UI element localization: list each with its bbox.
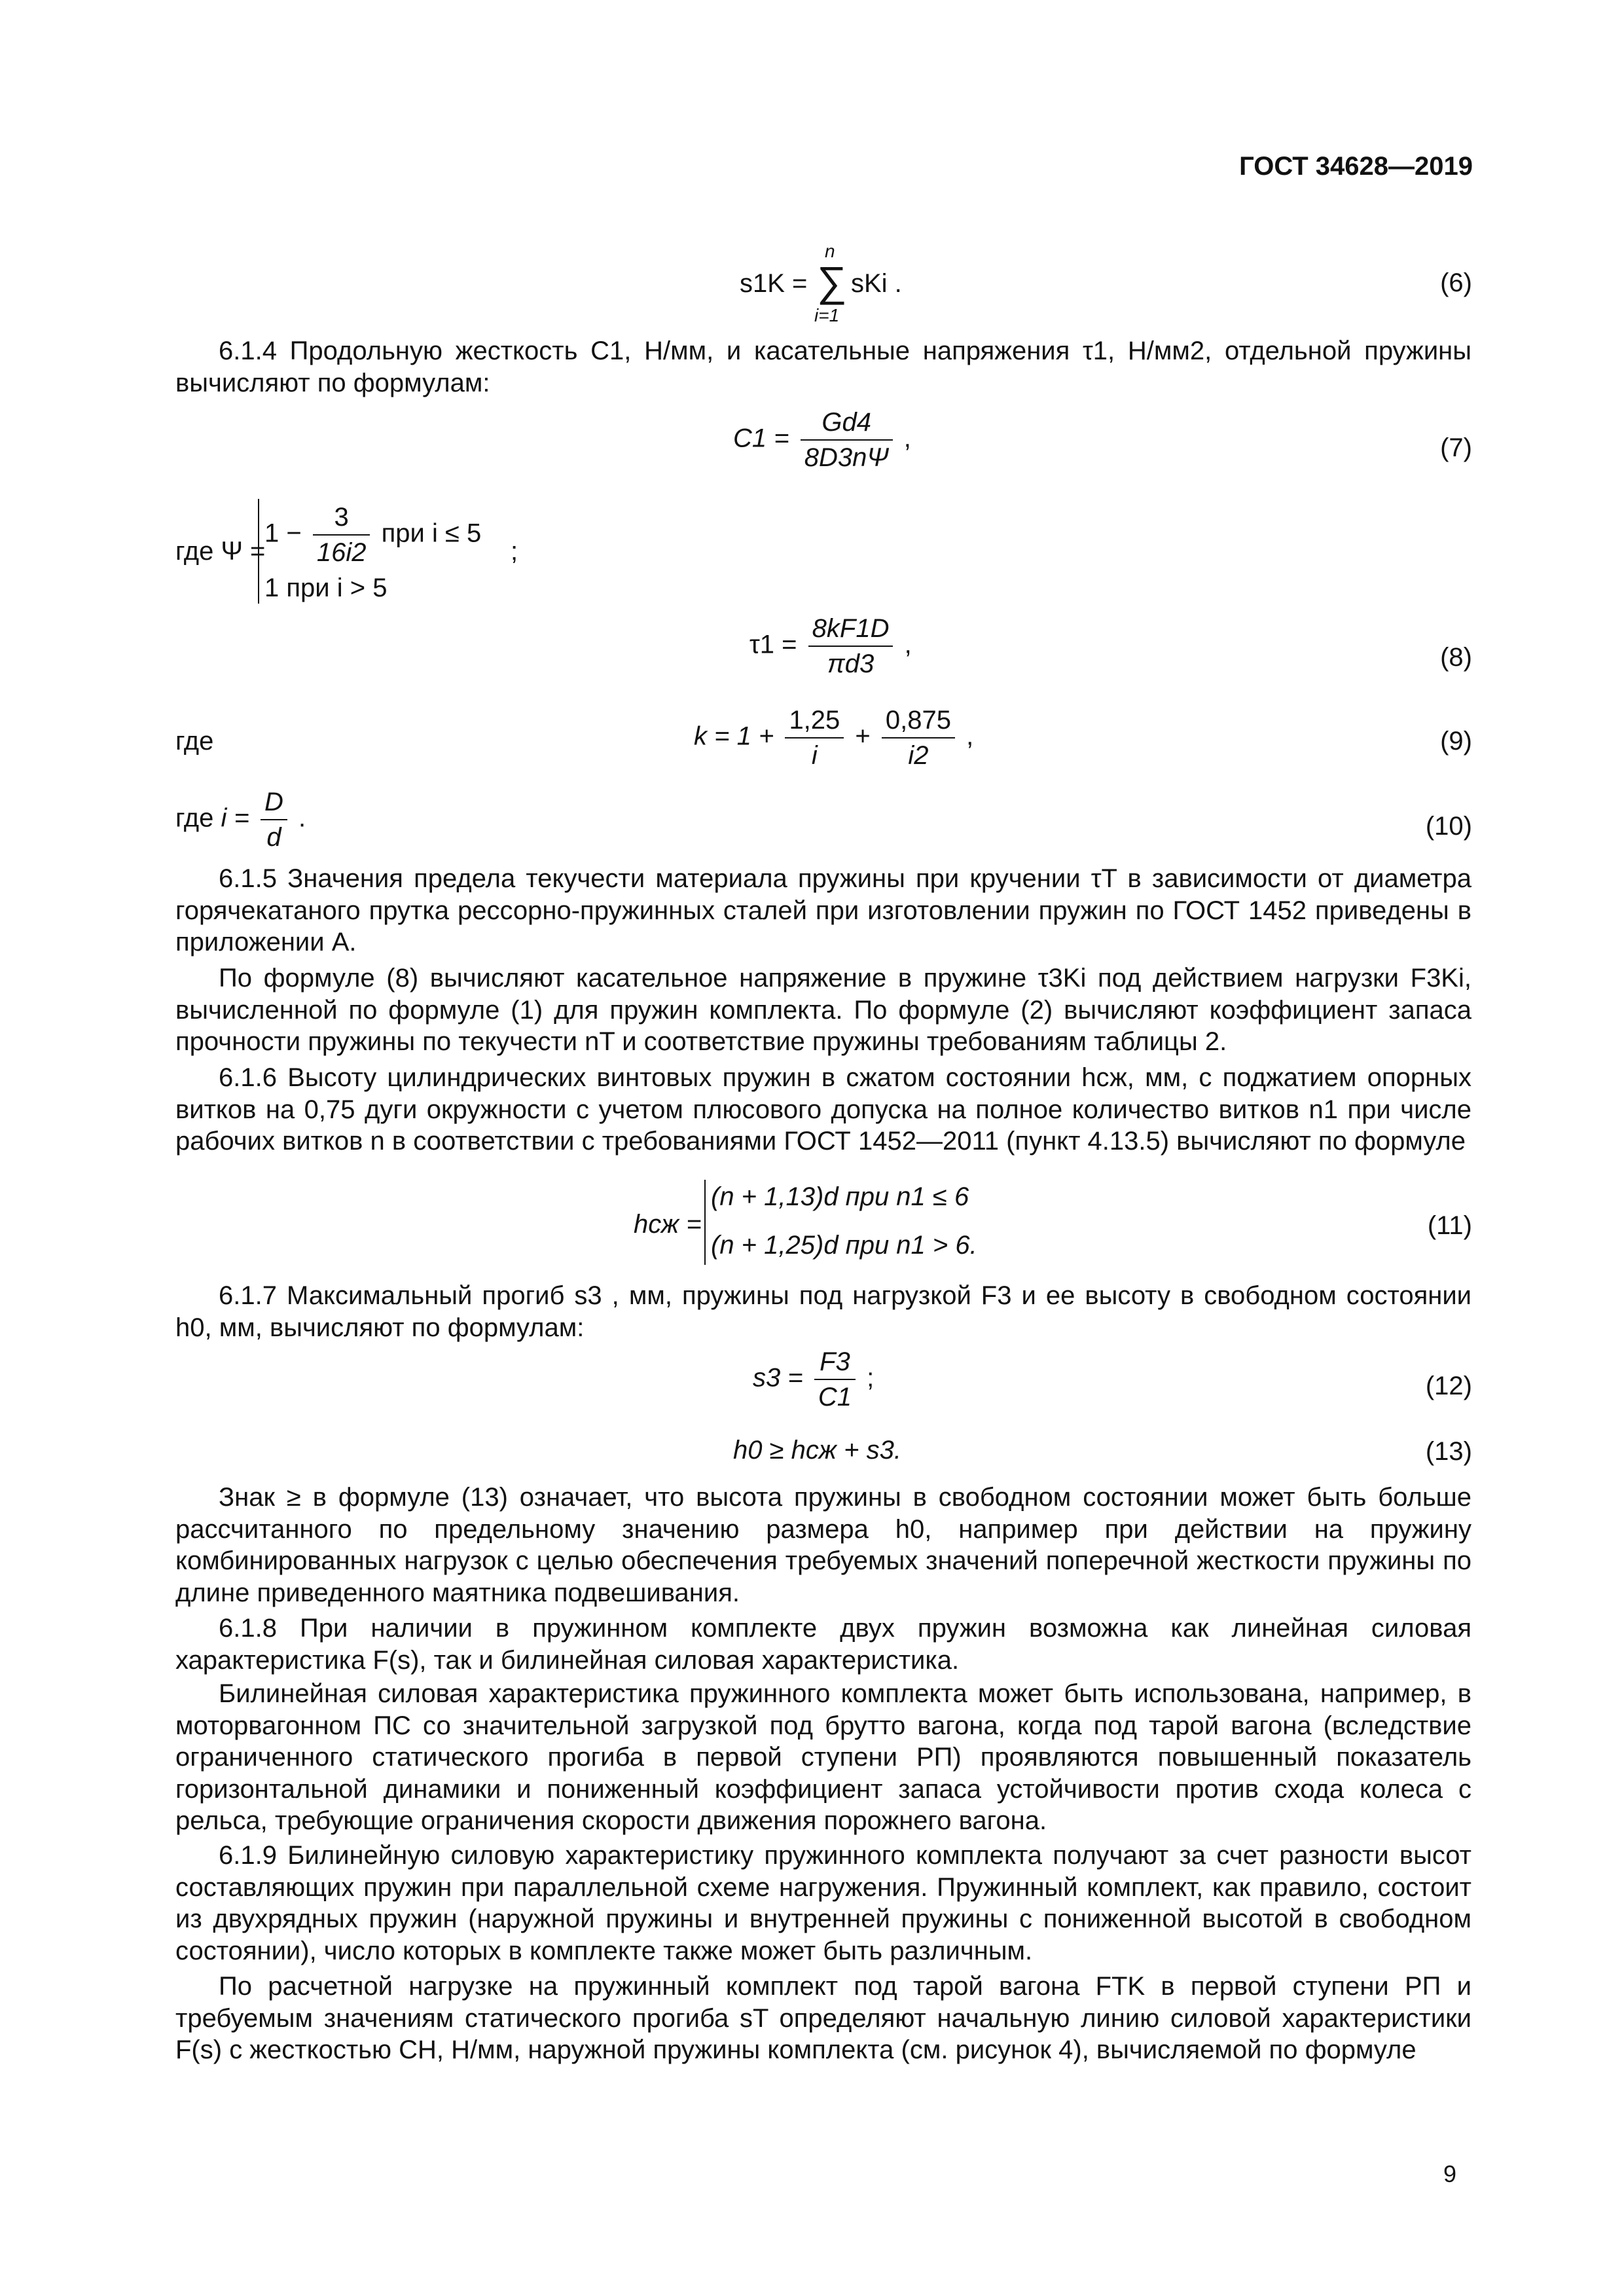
formula-8-fraction [808,615,893,677]
formula-9-where: где [175,727,214,756]
paragraph-6-1-7-b: Знак ≥ в формуле (13) означает, что высота пружины в свободном состоянии может быть больше рассчитанного по предельному значению размера h0, например при действии на пружину комбинированных нагрузок с целью обеспечения требуемых значений поперечной жесткости пружины по длине приведенного маятника подвешивания. [175,1483,1471,1607]
formula-6-sum: ∑ [817,258,847,305]
formula-13: h0 ≥ hсж + s3. [733,1436,901,1465]
formula-10-numerator: D [261,789,287,820]
formula-12 [753,1349,874,1410]
formula-9-fraction-2 [882,707,955,769]
formula-9-comma: , [966,721,974,751]
psi-fraction [313,504,370,566]
paragraph-6-1-9-b: По расчетной нагрузке на пружинный комплект под тарой вагона FTK в первой ступени РП и требуемым значениям статического прогиба sT определяют начальную линию силовой характеристики F(s) с жесткостью CH, Н/мм, наружной пружины комплекта (см. рисунок 4), вычисляемой по формуле [175,1972,1471,2064]
psi-definition [175,498,542,609]
formula-12-fraction [814,1349,856,1410]
psi-case-2: 1 при i > 5 [264,574,388,602]
equation-number-12: (12) [1425,1372,1472,1400]
formula-11-brace [704,1180,706,1265]
formula-6-rhs: sKi . [851,269,902,298]
psi-where-label: где Ψ = [175,537,266,566]
formula-6 [733,242,903,327]
psi-denominator: 16i2 [316,538,367,567]
formula-7 [733,409,911,471]
formula-6-bottom: i=1 [814,305,840,325]
equation-number-13: (13) [1425,1437,1472,1466]
psi-condition-1: при i ≤ 5 [381,519,482,548]
paragraph-6-1-4: 6.1.4 Продольную жесткость C1, Н/мм, и касательные напряжения τ1, Н/мм2, отдельной пружины вычисляют по формулам: [175,337,1471,397]
formula-7-fraction [801,409,893,471]
formula-9-denominator-1: i [811,741,818,770]
formula-10-period: . [298,803,306,833]
formula-10-denominator: d [266,823,281,852]
page-number: 9 [1443,2160,1457,2187]
paragraph-6-1-5: 6.1.5 Значения предела текучести материала пружины при кручении τT в зависимости от диаметра горячекатаного прутка рессорно-пружинных сталей при изготовлении пружин по ГОСТ 1452 приведены в приложении А. [175,864,1471,957]
formula-8 [749,615,912,677]
formula-11-case-2: (n + 1,25)d при n1 > 6. [711,1231,977,1260]
formula-8-lhs: τ1 = [749,630,797,659]
equation-number-10: (10) [1425,812,1472,841]
formula-12-semicolon: ; [867,1363,875,1393]
equation-number-11: (11) [1427,1211,1472,1240]
formula-6-lhs: s1K = [740,269,808,298]
paragraph-6-1-8: 6.1.8 При наличии в пружинном комплекте двух пружин возможна как линейная силовая характеристика F(s), так и билинейная силовая характеристика. [175,1614,1471,1675]
formula-11-case-1: (n + 1,13)d при n1 ≤ 6 [711,1182,969,1211]
equation-number-8: (8) [1440,643,1472,672]
formula-6-top: n [825,241,835,261]
equation-number-9: (9) [1440,727,1472,756]
psi-brace [258,499,259,604]
formula-8-denominator: πd3 [827,649,875,678]
formula-7-lhs: C1 = [733,424,789,453]
formula-9 [694,707,973,769]
psi-case-1 [264,504,481,566]
formula-7-numerator: Gd4 [801,409,893,441]
formula-9-plus: + [855,721,871,751]
formula-10-fraction [261,789,287,850]
psi-numerator: 3 [313,504,370,536]
formula-9-lhs: k = 1 + [694,721,774,751]
formula-10 [175,789,306,850]
formula-7-denominator: 8D3nΨ [804,443,889,472]
psi-one-minus: 1 − [264,519,302,548]
paragraph-6-1-6: 6.1.6 Высоту цилиндрических винтовых пружин в сжатом состоянии hсж, мм, с поджатием опорных витков на 0,75 дуги окружности с учетом плюсового допуска на полное количество витков n1 при числе рабочих витков n в соответствии с требованиями ГОСТ 1452—2011 (пункт 4.13.5) вычисляют по формуле [175,1063,1471,1156]
formula-12-lhs: s3 = [753,1363,803,1393]
formula-9-denominator-2: i2 [908,741,929,770]
formula-10-lhs: i = [221,803,249,833]
equation-number-6: (6) [1440,268,1472,297]
formula-11 [634,1178,1026,1270]
formula-12-numerator: F3 [814,1349,856,1380]
paragraph-6-1-8-b: Билинейная силовая характеристика пружинного комплекта может быть использована, например, в моторвагонном ПС со значительной загрузкой под брутто вагона, когда под тарой вагона (вследствие ограниченного статического прогиба в первой ступени РП) проявляются повышенный показатель горизонтальной динамики и пониженный коэффициент запаса устойчивости против схода колеса с рельса, требующие ограничения скорости движения порожнего вагона. [175,1679,1471,1835]
formula-8-numerator: 8kF1D [808,615,893,647]
formula-12-denominator: C1 [818,1383,852,1412]
formula-8-comma: , [904,630,912,659]
formula-11-lhs: hсж = [634,1210,702,1239]
formula-9-numerator-1: 1,25 [785,707,844,738]
formula-7-comma: , [903,424,911,453]
paragraph-6-1-7: 6.1.7 Максимальный прогиб s3 , мм, пружины под нагрузкой F3 и ее высоту в свободном состоянии h0, мм, вычисляют по формулам: [175,1281,1471,1342]
paragraph-6-1-9: 6.1.9 Билинейную силовую характеристику пружинного комплекта получают за счет разности высот составляющих пружин при параллельной схеме нагружения. Пружинный комплект, как правило, состоит из двухрядных пружин (наружной пружины и внутренней пружины с пониженной высотой в свободном состоянии), число которых в комплекте также может быть различным. [175,1841,1471,1965]
formula-9-fraction-1 [785,707,844,769]
equation-number-7: (7) [1440,433,1472,462]
paragraph-6-1-5-b: По формуле (8) вычисляют касательное напряжение в пружине τ3Ki под действием нагрузки F3Ki, вычисленной по формуле (1) для пружин комплекта. По формуле (2) вычисляют коэффициент запаса прочности пружины по текучести nT и соответствие пружины требованиям таблицы 2. [175,964,1471,1056]
document-header: ГОСТ 34628—2019 [1239,152,1473,181]
formula-10-where: где [175,803,214,833]
formula-9-numerator-2: 0,875 [882,707,955,738]
psi-semicolon: ; [511,537,518,566]
